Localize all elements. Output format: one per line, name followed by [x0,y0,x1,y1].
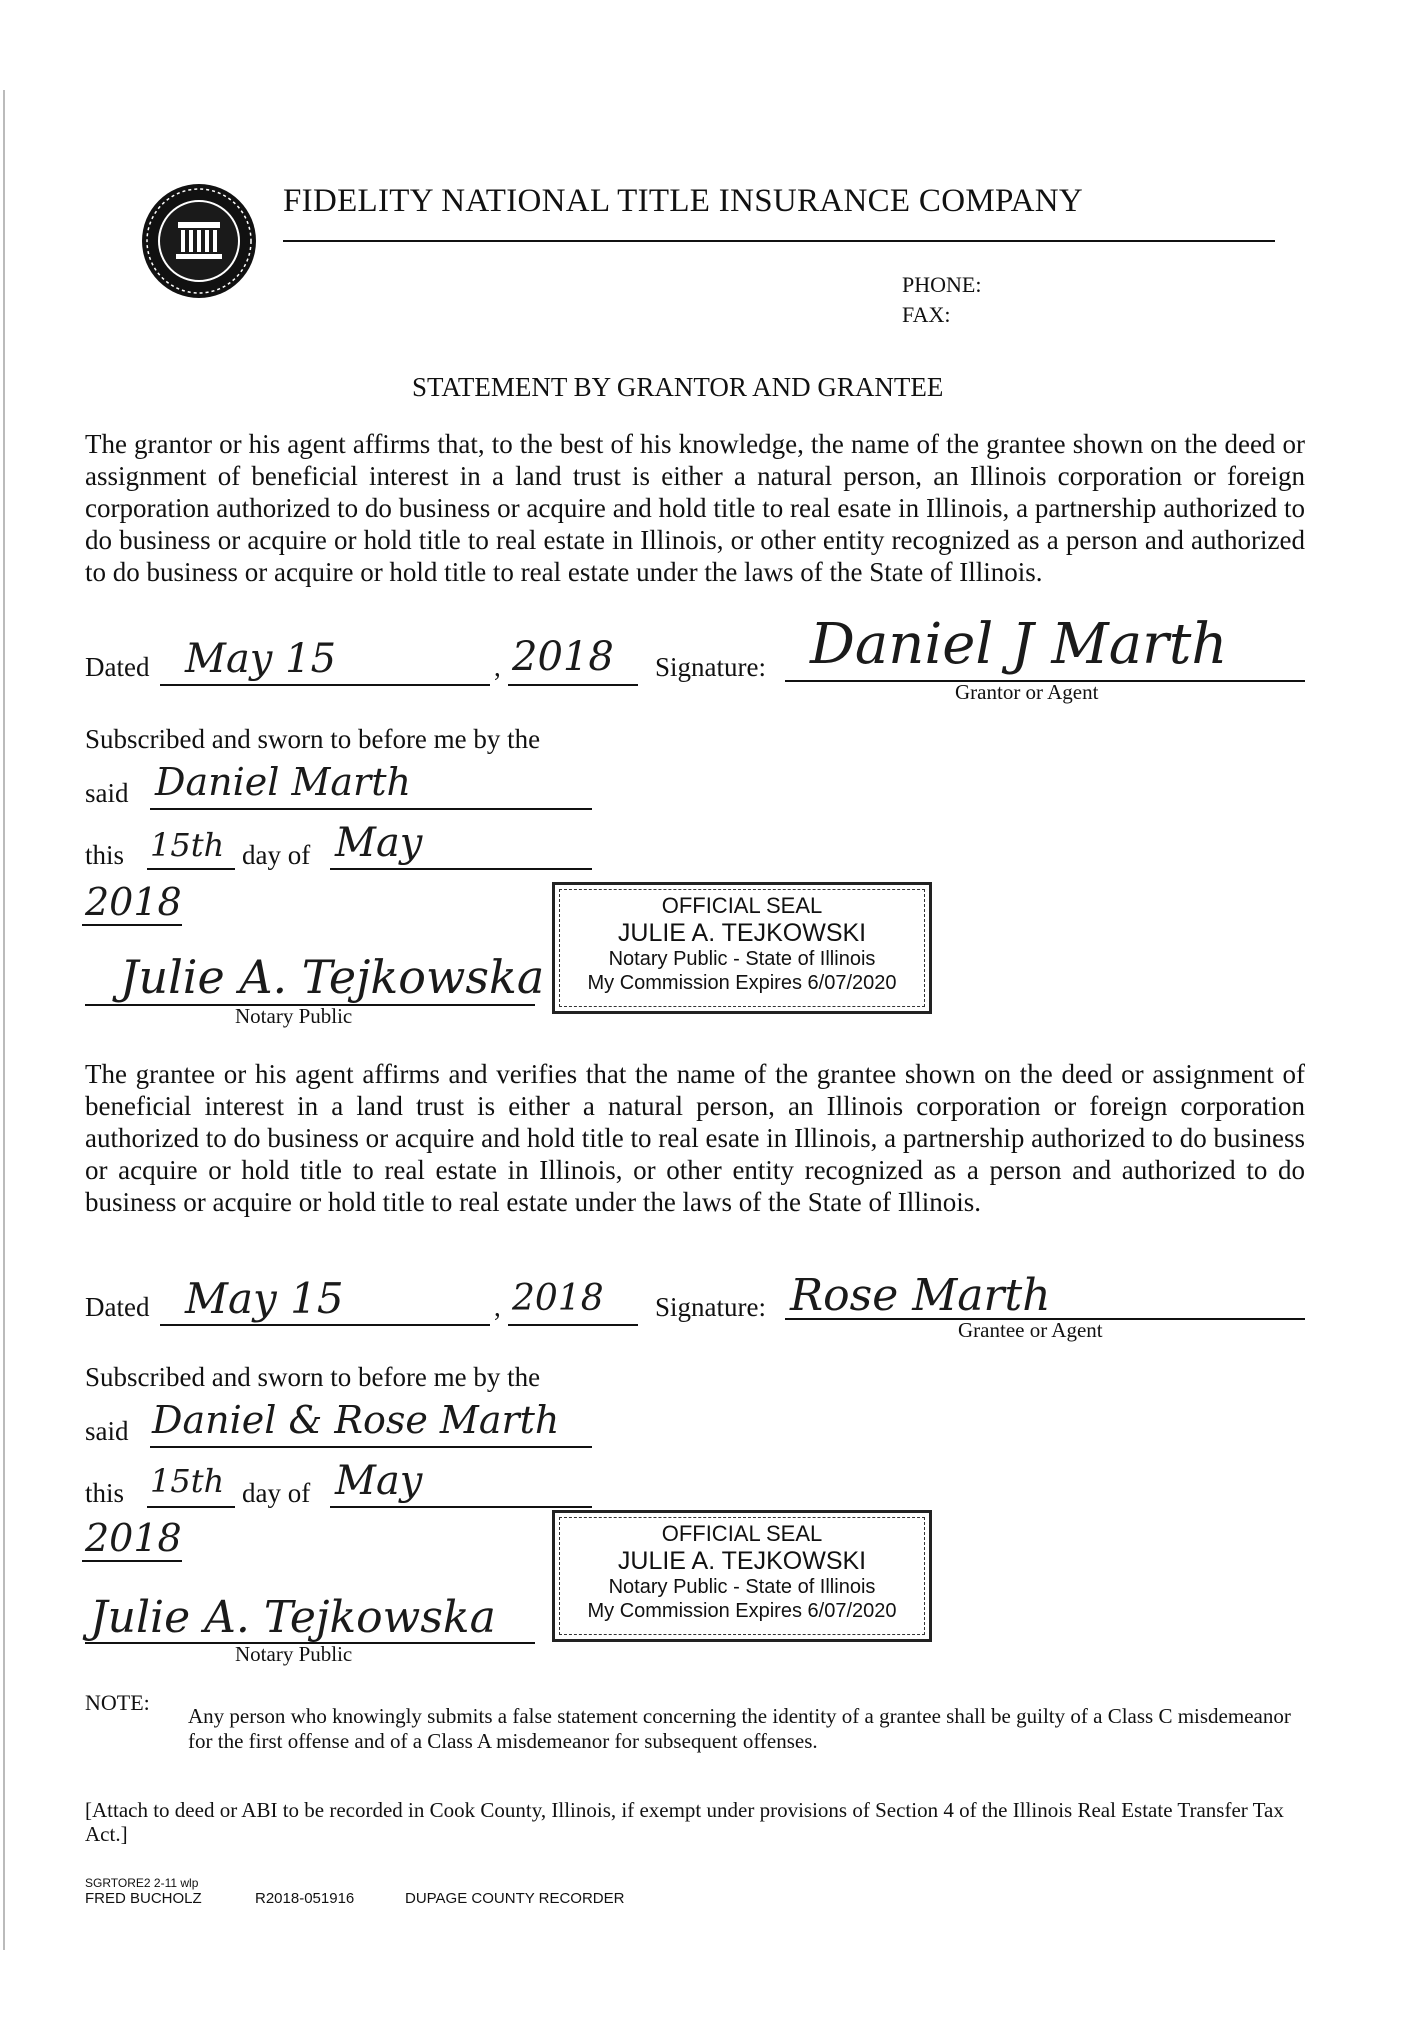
grantee-dated-rule [160,1324,490,1326]
grantor-day-rule [147,868,235,870]
note-text: Any person who knowingly submits a false statement concerning the identity of a grantee shall be guilty of a Class C misdemeanor for the first offense and of a Class A misdemeanor for subsequent offenses. [188,1704,1291,1753]
seal-line3: Notary Public - State of Illinois [608,948,876,970]
phone-label: PHONE: [902,272,982,297]
grantor-year-value: 2018 [85,880,182,924]
seal-line2: JULIE A. TEJKOWSKI [617,1547,867,1575]
grantee-year-value-rule [82,1560,182,1562]
company-logo [140,182,258,300]
grantee-dayof-label: day of [242,1478,311,1508]
scan-edge-line [3,90,5,1950]
grantee-signature-label: Signature: [655,1292,766,1322]
attach-instruction: [Attach to deed or ABI to be recorded in Cook County, Illinois, if exempt under provisions of Section 4 of the Illinois Real Estate Transfer Tax Act.] [85,1798,1284,1846]
seal-line1: OFFICIAL SEAL [661,1521,823,1546]
footer-recorder-name: FRED BUCHOLZ [85,1890,202,1907]
grantor-dated-rule [160,684,490,686]
grantee-said-name: Daniel & Rose Marth [152,1398,560,1442]
grantor-statement: The grantor or his agent affirms that, to the best of his knowledge, the name of the grantee shown on the deed or assignment of beneficial interest in a land trust is either a natural person, an Illinois corporation or foreign corporation authorized to do business or acquire and hold title to real esate in Illinois, a partnership authorized to do business or acquire or hold title to real estate in Illinois, or other entity recognized as a person and authorized to do business or acquire or hold title to real estate under the laws of the State of Illinois. [85,429,1305,587]
grantee-said-label: said [85,1416,129,1446]
grantee-year-rule [508,1324,638,1326]
grantee-notary-signature: Julie A. Tejkowska [90,1592,496,1643]
seal-line1: OFFICIAL SEAL [661,893,823,918]
grantor-notary-label: Notary Public [235,1004,353,1028]
grantee-this-label: this [85,1478,125,1508]
grantor-said-name: Daniel Marth [155,760,411,804]
grantor-year-value-rule [82,924,182,926]
company-name: FIDELITY NATIONAL TITLE INSURANCE COMPANY [283,183,1083,219]
grantor-month-value: May [335,820,423,866]
grantee-day-value: 15th [150,1462,225,1500]
grantor-this-label: this [85,840,125,870]
seal-line4: My Commission Expires 6/07/2020 [587,1600,897,1622]
grantor-dayof-label: day of [242,840,311,870]
page-title: STATEMENT BY GRANTOR AND GRANTEE [412,372,944,402]
grantee-subscribed-label: Subscribed and sworn to before me by the [85,1362,541,1392]
grantee-year-value: 2018 [85,1516,182,1560]
grantor-year-rule [508,684,638,686]
grantor-month-rule [330,868,592,870]
footer-county: DUPAGE COUNTY RECORDER [405,1890,625,1907]
grantee-notary-label: Notary Public [235,1642,353,1666]
grantee-month-rule [330,1506,592,1508]
seal-line2: JULIE A. TEJKOWSKI [617,919,867,947]
official-seal-stamp [552,1510,932,1642]
grantor-dated-year: 2018 [512,634,614,680]
building-seal-icon [140,182,258,300]
footer-form-code: SGRTORE2 2-11 wlp [85,1876,199,1890]
seal-line4: My Commission Expires 6/07/2020 [587,972,897,994]
grantor-day-value: 15th [150,826,225,864]
grantor-signature: Daniel J Marth [810,612,1228,677]
official-seal-stamp [552,882,932,1014]
grantor-said-rule [150,808,592,810]
grantee-role-label: Grantee or Agent [958,1318,1103,1342]
grantor-dated-label: Dated [85,652,150,682]
grantor-role-label: Grantor or Agent [955,680,1099,704]
grantor-dated-comma: , [494,652,501,682]
grantee-said-rule [150,1446,592,1448]
header-rule [283,240,1275,242]
grantee-day-rule [147,1506,235,1508]
grantee-signature: Rose Marth [790,1270,1051,1321]
fax-label: FAX: [902,302,951,327]
note-label: NOTE: [85,1690,150,1715]
grantee-dated-year: 2018 [512,1278,604,1319]
grantor-dated-value: May 15 [185,636,337,682]
grantor-subscribed-label: Subscribed and sworn to before me by the [85,724,541,754]
grantee-dated-comma: , [494,1292,501,1322]
grantee-dated-value: May 15 [185,1274,344,1323]
grantor-signature-label: Signature: [655,652,766,682]
grantor-said-label: said [85,778,129,808]
grantee-statement: The grantee or his agent affirms and verifies that the name of the grantee shown on the deed or assignment of beneficial interest in a land trust is either a natural person, an Illinois corporation or foreign corporation authorized to do business or acquire and hold title to real esate in Illinois, a partnership authorized to do business or acquire or hold title to real estate in Illinois, or other entity recognized as a person and authorized to do business or acquire or hold title to real estate under the laws of the State of Illinois. [85,1059,1305,1217]
footer-document-number: R2018-051916 [255,1890,355,1907]
grantee-dated-label: Dated [85,1292,150,1322]
grantor-notary-signature: Julie A. Tejkowska [120,950,545,1004]
seal-line3: Notary Public - State of Illinois [608,1576,876,1598]
grantee-month-value: May [335,1458,423,1504]
